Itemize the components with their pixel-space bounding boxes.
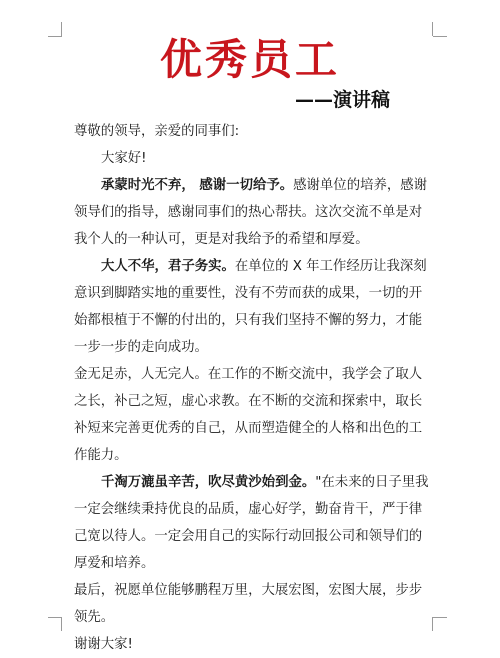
document-subtitle: ——演讲稿 — [294, 89, 390, 111]
paragraph-4-lead: 千淘万漉虽辛苦，吹尽黄沙始到金。 — [101, 475, 316, 490]
greeting-line: 尊敬的领导，亲爱的同事们: — [74, 124, 240, 139]
hello-line: 大家好! — [101, 151, 147, 166]
document-title: 优秀员工 — [159, 35, 340, 84]
paragraph-1-text: 感谢单位的培养，感谢领导们的指导，感谢同事们的热心帮扶。这次交流不单是对我个人的一种认可，更是对我给予的希望和厚爱。 — [74, 178, 428, 247]
closing-line: 最后，祝愿单位能够鹏程万里，大展宏图，宏图大展，步步领先。 — [74, 583, 423, 625]
crop-mark-bottom-right — [433, 617, 447, 618]
paragraph-2-text: 在单位的 X 年工作经历让我深刻意识到脚踏实地的重要性，没有不劳而获的成果，一切的开始都根植于不懈的付出的，只有我们坚持不懈的努力，才能一步一步的走向成功。 — [74, 259, 427, 355]
paragraph-4 — [74, 469, 434, 577]
thanks-line: 谢谢大家! — [74, 637, 133, 652]
paragraph-3: 金无足赤，人无完人。在工作的不断交流中，我学会了取人之长，补己之短，虚心求教。在不断的交流和探索中，取长补短来完善更优秀的自己，从而塑造健全的人格和出色的工作能力。 — [74, 367, 423, 463]
crop-mark-bottom-left — [61, 617, 62, 631]
paragraph-2-lead: 大人不华，君子务实。 — [101, 259, 235, 274]
document-body — [74, 118, 434, 658]
paragraph-1-lead: 承蒙时光不弃， 感谢一切给予。 — [101, 178, 294, 193]
paragraph-1 — [74, 172, 434, 253]
paragraph-4-text: "在未来的日子里我一定会继续秉持优良的品质，虚心好学，勤奋肯干，严于律己宽以待人。一定会用自己的实际行动回报公司和领导们的厚爱和培养。 — [74, 475, 429, 571]
paragraph-2 — [74, 253, 434, 361]
crop-mark-bottom-left — [48, 617, 62, 618]
